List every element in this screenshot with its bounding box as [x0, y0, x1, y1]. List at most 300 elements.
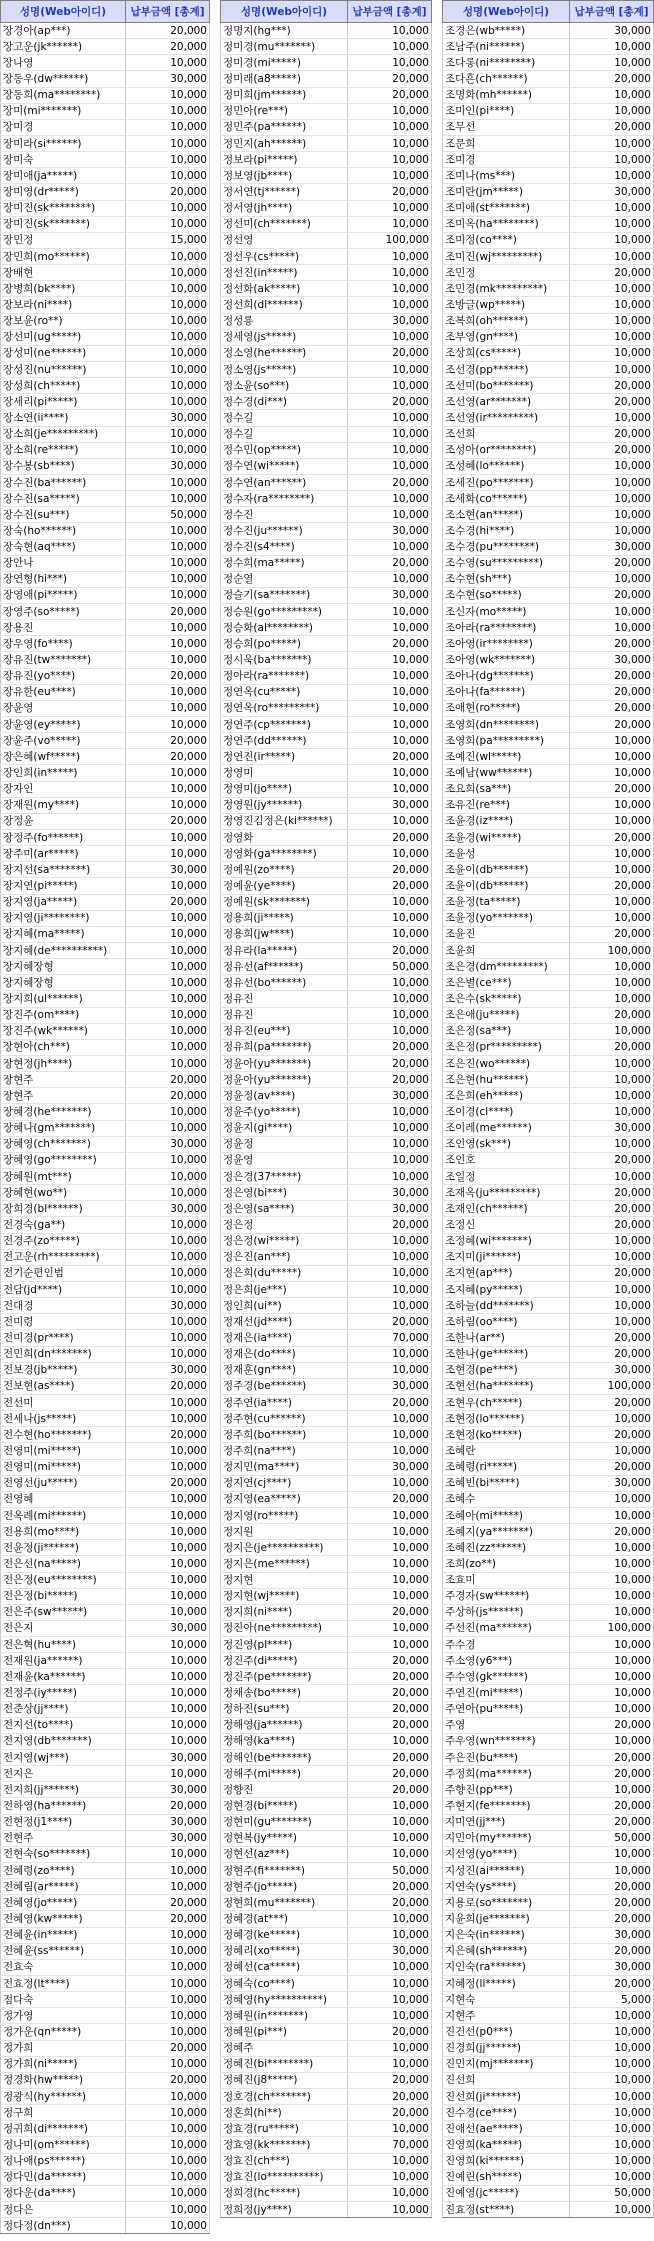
donor-row: [443, 2121, 654, 2137]
donor-row: [221, 297, 432, 313]
donor-name: 조일정: [443, 1168, 570, 1184]
donor-row: [1, 523, 210, 539]
donor-name: 정윤주(yo*****): [221, 1104, 348, 1120]
donor-name: 조이경(cl****): [443, 1104, 570, 1120]
donor-name: 장숙현(aq****): [1, 539, 126, 555]
donor-name: 장병희(bk****): [1, 281, 126, 297]
donor-name: 전정주(iy*****): [1, 1685, 126, 1701]
donation-amount: 10,000: [126, 1976, 210, 1992]
donor-name: 정효영(kk*******): [221, 2137, 348, 2153]
donor-name: 주연진(mi*****): [443, 1685, 570, 1701]
donor-row: [443, 523, 654, 539]
donor-name: 전용희(mo****): [1, 1524, 126, 1540]
donor-row: [443, 1136, 654, 1152]
donor-name: 정효진(ch***): [221, 2153, 348, 2169]
donation-amount: 10,000: [570, 1685, 654, 1701]
donation-amount: 20,000: [570, 830, 654, 846]
donor-name: 주은진(bu****): [443, 1750, 570, 1766]
donation-amount: 10,000: [570, 2024, 654, 2040]
donation-amount: 10,000: [126, 2218, 210, 2234]
donor-row: [1, 1362, 210, 1378]
donor-name: 정혜원(pi***): [221, 2024, 348, 2040]
donation-amount: 10,000: [126, 1943, 210, 1959]
donor-name: 조미란(jm*****): [443, 184, 570, 200]
donation-amount: 10,000: [126, 1604, 210, 1620]
donor-row: [1, 1120, 210, 1136]
donation-amount: 10,000: [126, 1669, 210, 1685]
donor-row: [1, 71, 210, 87]
donor-row: [221, 39, 432, 55]
donation-amount: 10,000: [126, 1265, 210, 1281]
donor-name: 정은정(wi*****): [221, 1233, 348, 1249]
donor-name: 장미라(si******): [1, 135, 126, 151]
donation-amount: 10,000: [570, 2089, 654, 2105]
donor-name: 정주희(na****): [221, 1443, 348, 1459]
donor-name: 장혜나(gm*******): [1, 1120, 126, 1136]
donor-name: 지현숙: [443, 1992, 570, 2008]
donor-name: 진애선(ae*****): [443, 2121, 570, 2137]
donor-name: 진선희: [443, 2072, 570, 2088]
donor-name: 조선영(ir*********): [443, 410, 570, 426]
donor-name: 전은주(sw******): [1, 1604, 126, 1620]
donor-name: 전재윤(ka******): [1, 1669, 126, 1685]
donor-row: [221, 1136, 432, 1152]
donor-row: [443, 200, 654, 216]
donation-amount: 10,000: [570, 248, 654, 264]
donation-amount: 20,000: [570, 781, 654, 797]
donor-row: [443, 1911, 654, 1927]
donation-amount: 20,000: [348, 862, 432, 878]
donation-amount: 10,000: [570, 2056, 654, 2072]
donation-amount: 10,000: [348, 813, 432, 829]
donor-row: [1, 1023, 210, 1039]
donor-row: [443, 1265, 654, 1281]
donor-name: 전고운(rh*********): [1, 1249, 126, 1265]
donation-amount: 10,000: [348, 119, 432, 135]
donation-amount: 20,000: [348, 1653, 432, 1669]
donor-row: [221, 2089, 432, 2105]
donor-row: [443, 345, 654, 361]
donation-amount: 5,000: [570, 1992, 654, 2008]
donation-amount: 20,000: [348, 394, 432, 410]
donation-amount: 50,000: [570, 1830, 654, 1846]
donation-amount: 10,000: [570, 152, 654, 168]
donor-row: [221, 797, 432, 813]
donation-amount: 20,000: [570, 587, 654, 603]
donor-row: [443, 1927, 654, 1943]
donation-amount: 20,000: [348, 1314, 432, 1330]
donation-amount: 10,000: [126, 345, 210, 361]
donation-amount: 20,000: [126, 23, 210, 39]
donation-amount: 10,000: [570, 2201, 654, 2217]
donation-amount: 10,000: [570, 1023, 654, 1039]
donor-row: [1, 2137, 210, 2153]
donor-row: [443, 1394, 654, 1410]
donor-name: 장용진: [1, 620, 126, 636]
donation-amount: 30,000: [126, 458, 210, 474]
donor-row: [1, 587, 210, 603]
donor-row: [1, 1604, 210, 1620]
donor-name: 정윤정(av****): [221, 1088, 348, 1104]
donor-row: [443, 636, 654, 652]
donor-row: [221, 1911, 432, 1927]
donor-row: [221, 168, 432, 184]
donor-name: 조은현(hu******): [443, 1072, 570, 1088]
donor-name: 정혜경(ke*****): [221, 1927, 348, 1943]
donation-amount: 30,000: [348, 1088, 432, 1104]
donor-row: [443, 1427, 654, 1443]
donor-row: [221, 248, 432, 264]
donor-row: [221, 345, 432, 361]
donor-row: [1, 894, 210, 910]
donor-name: 조신자(mo*****): [443, 604, 570, 620]
donor-name: 정가희: [1, 2040, 126, 2056]
donor-row: [1, 442, 210, 458]
donor-name: 정혜진(bi********): [221, 2056, 348, 2072]
donor-row: [443, 1540, 654, 1556]
donation-amount: 30,000: [348, 797, 432, 813]
donor-name: 주향진(pp***): [443, 1782, 570, 1798]
donor-name: 정현경(bi*****): [221, 1798, 348, 1814]
donor-row: [1, 1394, 210, 1410]
donation-amount: 10,000: [570, 361, 654, 377]
donor-row: [1, 1782, 210, 1798]
donor-name: 전은정(eu********): [1, 1572, 126, 1588]
donor-row: [221, 1330, 432, 1346]
donation-amount: 10,000: [126, 684, 210, 700]
donor-row: [221, 765, 432, 781]
donor-row: [1, 394, 210, 410]
donor-row: [1, 1540, 210, 1556]
donor-name: 정경화(hw*****): [1, 2072, 126, 2088]
donation-amount: 20,000: [570, 1750, 654, 1766]
donor-name: 정지연(cj****): [221, 1475, 348, 1491]
donor-row: [443, 1976, 654, 1992]
donation-amount: 10,000: [126, 1056, 210, 1072]
donor-row: [221, 1976, 432, 1992]
donor-name: 조인영(sk***): [443, 1136, 570, 1152]
donation-amount: 10,000: [126, 135, 210, 151]
donor-row: [221, 2008, 432, 2024]
donation-amount: 20,000: [570, 1039, 654, 1055]
donation-amount: 10,000: [570, 410, 654, 426]
donor-row: [1, 2105, 210, 2121]
donor-name: 정은영(sa****): [221, 1201, 348, 1217]
donation-amount: 10,000: [348, 2169, 432, 2185]
donation-amount: 10,000: [348, 1733, 432, 1749]
donor-name: 조은정(pr*********): [443, 1039, 570, 1055]
donor-row: [1, 1056, 210, 1072]
donor-row: [1, 1411, 210, 1427]
donor-row: [221, 1249, 432, 1265]
donation-amount: 10,000: [348, 1572, 432, 1588]
donation-amount: 20,000: [348, 2089, 432, 2105]
donor-name: 조영희(dn********): [443, 717, 570, 733]
donation-amount: 10,000: [126, 1394, 210, 1410]
donor-row: [443, 394, 654, 410]
donor-name: 진영희(ka*****): [443, 2137, 570, 2153]
donation-amount: 10,000: [570, 2121, 654, 2137]
donor-name: 주연아(pu*****): [443, 1701, 570, 1717]
donation-amount: 10,000: [348, 281, 432, 297]
donor-row: [443, 1507, 654, 1523]
donor-name: 조미인(pi****): [443, 103, 570, 119]
donation-amount: 10,000: [126, 700, 210, 716]
donor-name: 장정윤: [1, 813, 126, 829]
donor-row: [443, 1039, 654, 1055]
donor-row: [443, 103, 654, 119]
donor-name: 지민아(my******): [443, 1830, 570, 1846]
donation-amount: 10,000: [126, 329, 210, 345]
donor-name: 정미희(jm******): [221, 87, 348, 103]
donor-name: 조은경(dm*********): [443, 959, 570, 975]
donor-name: 정가영: [1, 2008, 126, 2024]
donation-amount: 10,000: [348, 539, 432, 555]
donor-name: 조재옥(ju*********): [443, 1185, 570, 1201]
donor-row: [1, 1314, 210, 1330]
donor-name: 조수경(pu********): [443, 539, 570, 555]
donor-name: 주수영(gk******): [443, 1669, 570, 1685]
donor-row: [221, 1733, 432, 1749]
donation-amount: 10,000: [570, 1572, 654, 1588]
donor-row: [1, 1846, 210, 1862]
donor-name: 정민주(pa******): [221, 119, 348, 135]
donation-amount: 20,000: [348, 636, 432, 652]
donation-amount: 10,000: [348, 1976, 432, 1992]
donor-row: [443, 1604, 654, 1620]
donor-name: 조문희: [443, 135, 570, 151]
donor-name: 전영미(mi*****): [1, 1443, 126, 1459]
donor-row: [221, 1846, 432, 1862]
donor-row: [221, 878, 432, 894]
donation-amount: 20,000: [570, 1201, 654, 1217]
donation-amount: 20,000: [348, 1750, 432, 1766]
donor-name: 조하림(oo****): [443, 1314, 570, 1330]
donation-amount: 30,000: [126, 1814, 210, 1830]
donation-amount: 10,000: [126, 765, 210, 781]
donation-amount: 10,000: [126, 1411, 210, 1427]
donor-name: 전담(jd****): [1, 1281, 126, 1297]
donation-amount: 10,000: [126, 313, 210, 329]
donor-name: 지성진(ai******): [443, 1863, 570, 1879]
donation-amount: 20,000: [348, 1217, 432, 1233]
donor-row: [443, 232, 654, 248]
donation-amount: 10,000: [348, 1411, 432, 1427]
donor-row: [1, 1346, 210, 1362]
donation-amount: 10,000: [126, 1879, 210, 1895]
donor-name: 조윤경(wi*****): [443, 830, 570, 846]
donation-amount: 10,000: [126, 248, 210, 264]
donor-name: 지용로(so*******): [443, 1895, 570, 1911]
donor-row: [443, 119, 654, 135]
donation-amount: 10,000: [348, 1346, 432, 1362]
donor-name: 전경주(zo*****): [1, 1233, 126, 1249]
donor-name: 장혜영(go********): [1, 1152, 126, 1168]
donor-row: [1, 265, 210, 281]
donor-row: [221, 813, 432, 829]
donation-amount: 10,000: [348, 1524, 432, 1540]
donor-row: [443, 684, 654, 700]
donation-amount: 20,000: [348, 1685, 432, 1701]
donor-name: 전보경(jb*****): [1, 1362, 126, 1378]
donor-name: 정지영(ea*****): [221, 1491, 348, 1507]
donation-amount: 10,000: [348, 910, 432, 926]
donation-amount: 20,000: [570, 1217, 654, 1233]
donor-row: [443, 491, 654, 507]
donor-name: 정효경(ru*****): [221, 2121, 348, 2137]
donor-name: 정향진: [221, 1782, 348, 1798]
donor-row: [443, 1733, 654, 1749]
donor-row: [1, 2040, 210, 2056]
donor-row: [443, 813, 654, 829]
donation-amount: 20,000: [570, 442, 654, 458]
donation-amount: 20,000: [570, 926, 654, 942]
donor-name: 정유희(pa*******): [221, 1039, 348, 1055]
donor-row: [443, 2105, 654, 2121]
donor-row: [221, 991, 432, 1007]
donor-name: 장현정(jh****): [1, 1056, 126, 1072]
donor-row: [221, 1427, 432, 1443]
donor-row: [221, 232, 432, 248]
donor-row: [221, 1314, 432, 1330]
donor-row: [443, 23, 654, 39]
donation-amount: 10,000: [570, 55, 654, 71]
donation-amount: 20,000: [348, 1701, 432, 1717]
donor-name: 장연형(hi***): [1, 571, 126, 587]
donor-row: [1, 636, 210, 652]
donor-row: [443, 1233, 654, 1249]
donation-amount: 10,000: [348, 200, 432, 216]
donation-amount: 10,000: [126, 1685, 210, 1701]
donor-row: [1, 1927, 210, 1943]
donor-row: [221, 1717, 432, 1733]
donation-amount: 10,000: [570, 1637, 654, 1653]
donor-name: 장성희(ch*****): [1, 378, 126, 394]
donation-amount: 10,000: [126, 959, 210, 975]
donation-amount: 10,000: [348, 894, 432, 910]
donor-name: 장미(mi*******): [1, 103, 126, 119]
donor-name: 조정혜(wi*******): [443, 1233, 570, 1249]
donor-row: [1, 152, 210, 168]
donation-amount: 10,000: [348, 1830, 432, 1846]
donor-row: [1, 1427, 210, 1443]
donation-amount: 10,000: [348, 1556, 432, 1572]
donor-name: 정민아(re***): [221, 103, 348, 119]
donor-name: 조현정(ko*****): [443, 1427, 570, 1443]
donation-amount: 10,000: [126, 1524, 210, 1540]
donor-name: 조상희(cs*****): [443, 345, 570, 361]
donor-row: [1, 926, 210, 942]
donor-row: [221, 394, 432, 410]
donor-row: [1, 749, 210, 765]
donation-amount: 10,000: [126, 442, 210, 458]
donation-amount: 10,000: [570, 2008, 654, 2024]
donor-name: 조세화(co******): [443, 491, 570, 507]
donor-row: [1, 2185, 210, 2201]
donor-name: 조미진(wj*********): [443, 248, 570, 264]
donation-amount: 20,000: [570, 1265, 654, 1281]
donation-amount: 20,000: [570, 71, 654, 87]
donation-amount: 20,000: [126, 1088, 210, 1104]
donor-row: [221, 135, 432, 151]
donor-row: [1, 2024, 210, 2040]
donor-name: 정지민(ma****): [221, 1459, 348, 1475]
donation-amount: 20,000: [570, 1879, 654, 1895]
donation-amount: 20,000: [126, 1427, 210, 1443]
donation-amount: 20,000: [126, 604, 210, 620]
donation-amount: 20,000: [348, 184, 432, 200]
donor-name: 정지원: [221, 1524, 348, 1540]
donation-amount: 20,000: [570, 1717, 654, 1733]
donor-row: [443, 1895, 654, 1911]
donor-name: 정재훈(gn****): [221, 1362, 348, 1378]
donation-amount: 10,000: [126, 830, 210, 846]
donor-row: [443, 2024, 654, 2040]
donor-row: [1, 1572, 210, 1588]
donation-amount: 10,000: [126, 491, 210, 507]
donation-amount: 20,000: [348, 2072, 432, 2088]
donor-name: 정영화: [221, 830, 348, 846]
donor-rows: [1, 23, 210, 2234]
donor-name: 정용희(jw****): [221, 926, 348, 942]
donation-amount: 10,000: [570, 1669, 654, 1685]
donation-amount: 10,000: [126, 1152, 210, 1168]
donor-row: [1, 1830, 210, 1846]
donor-name: 정영화(ga********): [221, 846, 348, 862]
donation-amount: 10,000: [570, 991, 654, 1007]
donation-amount: 30,000: [126, 1298, 210, 1314]
donor-name: 조효미: [443, 1572, 570, 1588]
donation-amount: 10,000: [126, 2089, 210, 2105]
donation-amount: 10,000: [570, 1088, 654, 1104]
donor-row: [443, 71, 654, 87]
donation-amount: 100,000: [570, 1378, 654, 1394]
donor-name: 정현미(gu*******): [221, 1814, 348, 1830]
donor-row: [1, 1136, 210, 1152]
donor-name: 정해주(mi*****): [221, 1766, 348, 1782]
donor-row: [221, 1378, 432, 1394]
donor-row: [1, 910, 210, 926]
donation-amount: 10,000: [570, 862, 654, 878]
donor-name: 장우영(fo****): [1, 636, 126, 652]
donation-amount: 10,000: [348, 2153, 432, 2169]
donor-name: 조아나(dg*******): [443, 668, 570, 684]
donation-amount: 10,000: [126, 2137, 210, 2153]
donation-amount: 20,000: [570, 119, 654, 135]
donation-amount: 10,000: [348, 1507, 432, 1523]
donation-amount: 10,000: [348, 2185, 432, 2201]
donor-row: [221, 1185, 432, 1201]
donor-row: [221, 491, 432, 507]
donor-name: 조현경(pe****): [443, 1362, 570, 1378]
donor-row: [443, 1669, 654, 1685]
donation-amount: 10,000: [348, 410, 432, 426]
donation-amount: 10,000: [570, 1733, 654, 1749]
donor-name: 장소희(je*********): [1, 426, 126, 442]
donor-name: 장유한(eu****): [1, 684, 126, 700]
donor-row: [443, 135, 654, 151]
donor-name: 조성혜(lo******): [443, 458, 570, 474]
donation-amount: 20,000: [126, 39, 210, 55]
donor-row: [1, 313, 210, 329]
donation-amount: 20,000: [348, 943, 432, 959]
donor-name: 장지영(ji********): [1, 910, 126, 926]
donor-row: [1, 571, 210, 587]
donor-name: 조요희(sa***): [443, 781, 570, 797]
amount-header: 납부금액 [총계]: [570, 1, 654, 23]
donor-name: 조윤희: [443, 943, 570, 959]
donor-row: [1, 1007, 210, 1023]
